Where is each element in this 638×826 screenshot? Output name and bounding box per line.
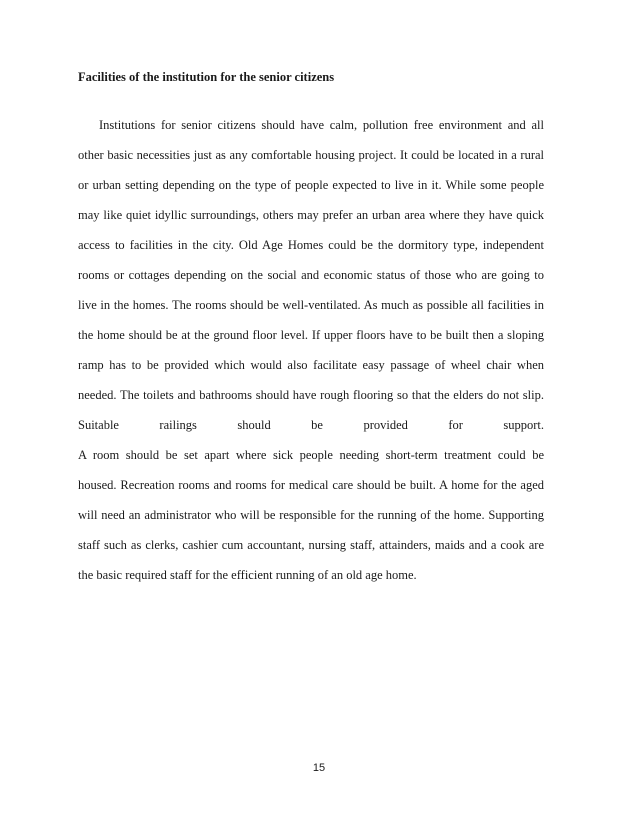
paragraph-line: or urban setting depending on the type of people expected to live in it. While some people: [78, 178, 544, 192]
paragraph-line: needed. The toilets and bathrooms should have rough flooring so that the elders do not slip.: [78, 388, 544, 402]
paragraph-line: Institutions for senior citizens should have calm, pollution free environment and all: [99, 118, 544, 132]
paragraph-line: the home should be at the ground floor level. If upper floors have to be built then a sloping: [78, 328, 544, 342]
paragraph-line: A room should be set apart where sick people needing short-term treatment could be: [78, 448, 544, 462]
paragraph-line: the basic required staff for the efficient running of an old age home.: [78, 568, 417, 582]
paragraph-line: Suitable railings should be provided for support.: [78, 418, 544, 432]
paragraph-line: ramp has to be provided which would also facilitate easy passage of wheel chair when: [78, 358, 544, 372]
paragraph-line: rooms or cottages depending on the social and economic status of those who are going to: [78, 268, 544, 282]
paragraph-line: may like quiet idyllic surroundings, others may prefer an urban area where they have quick: [78, 208, 544, 222]
paragraph-line: will need an administrator who will be responsible for the running of the home. Supporting: [78, 508, 544, 522]
page-number: 15: [312, 762, 326, 774]
paragraph-line: staff such as clerks, cashier cum accountant, nursing staff, attainders, maids and a cook are: [78, 538, 544, 552]
paragraph-line: live in the homes. The rooms should be well-ventilated. As much as possible all facilities in: [78, 298, 544, 312]
paragraph-line: other basic necessities just as any comfortable housing project. It could be located in a rural: [78, 148, 544, 162]
paragraph-line: housed. Recreation rooms and rooms for medical care should be built. A home for the aged: [78, 478, 544, 492]
paragraph-line: access to facilities in the city. Old Age Homes could be the dormitory type, independent: [78, 238, 544, 252]
section-heading: Facilities of the institution for the senior citizens: [78, 70, 335, 84]
